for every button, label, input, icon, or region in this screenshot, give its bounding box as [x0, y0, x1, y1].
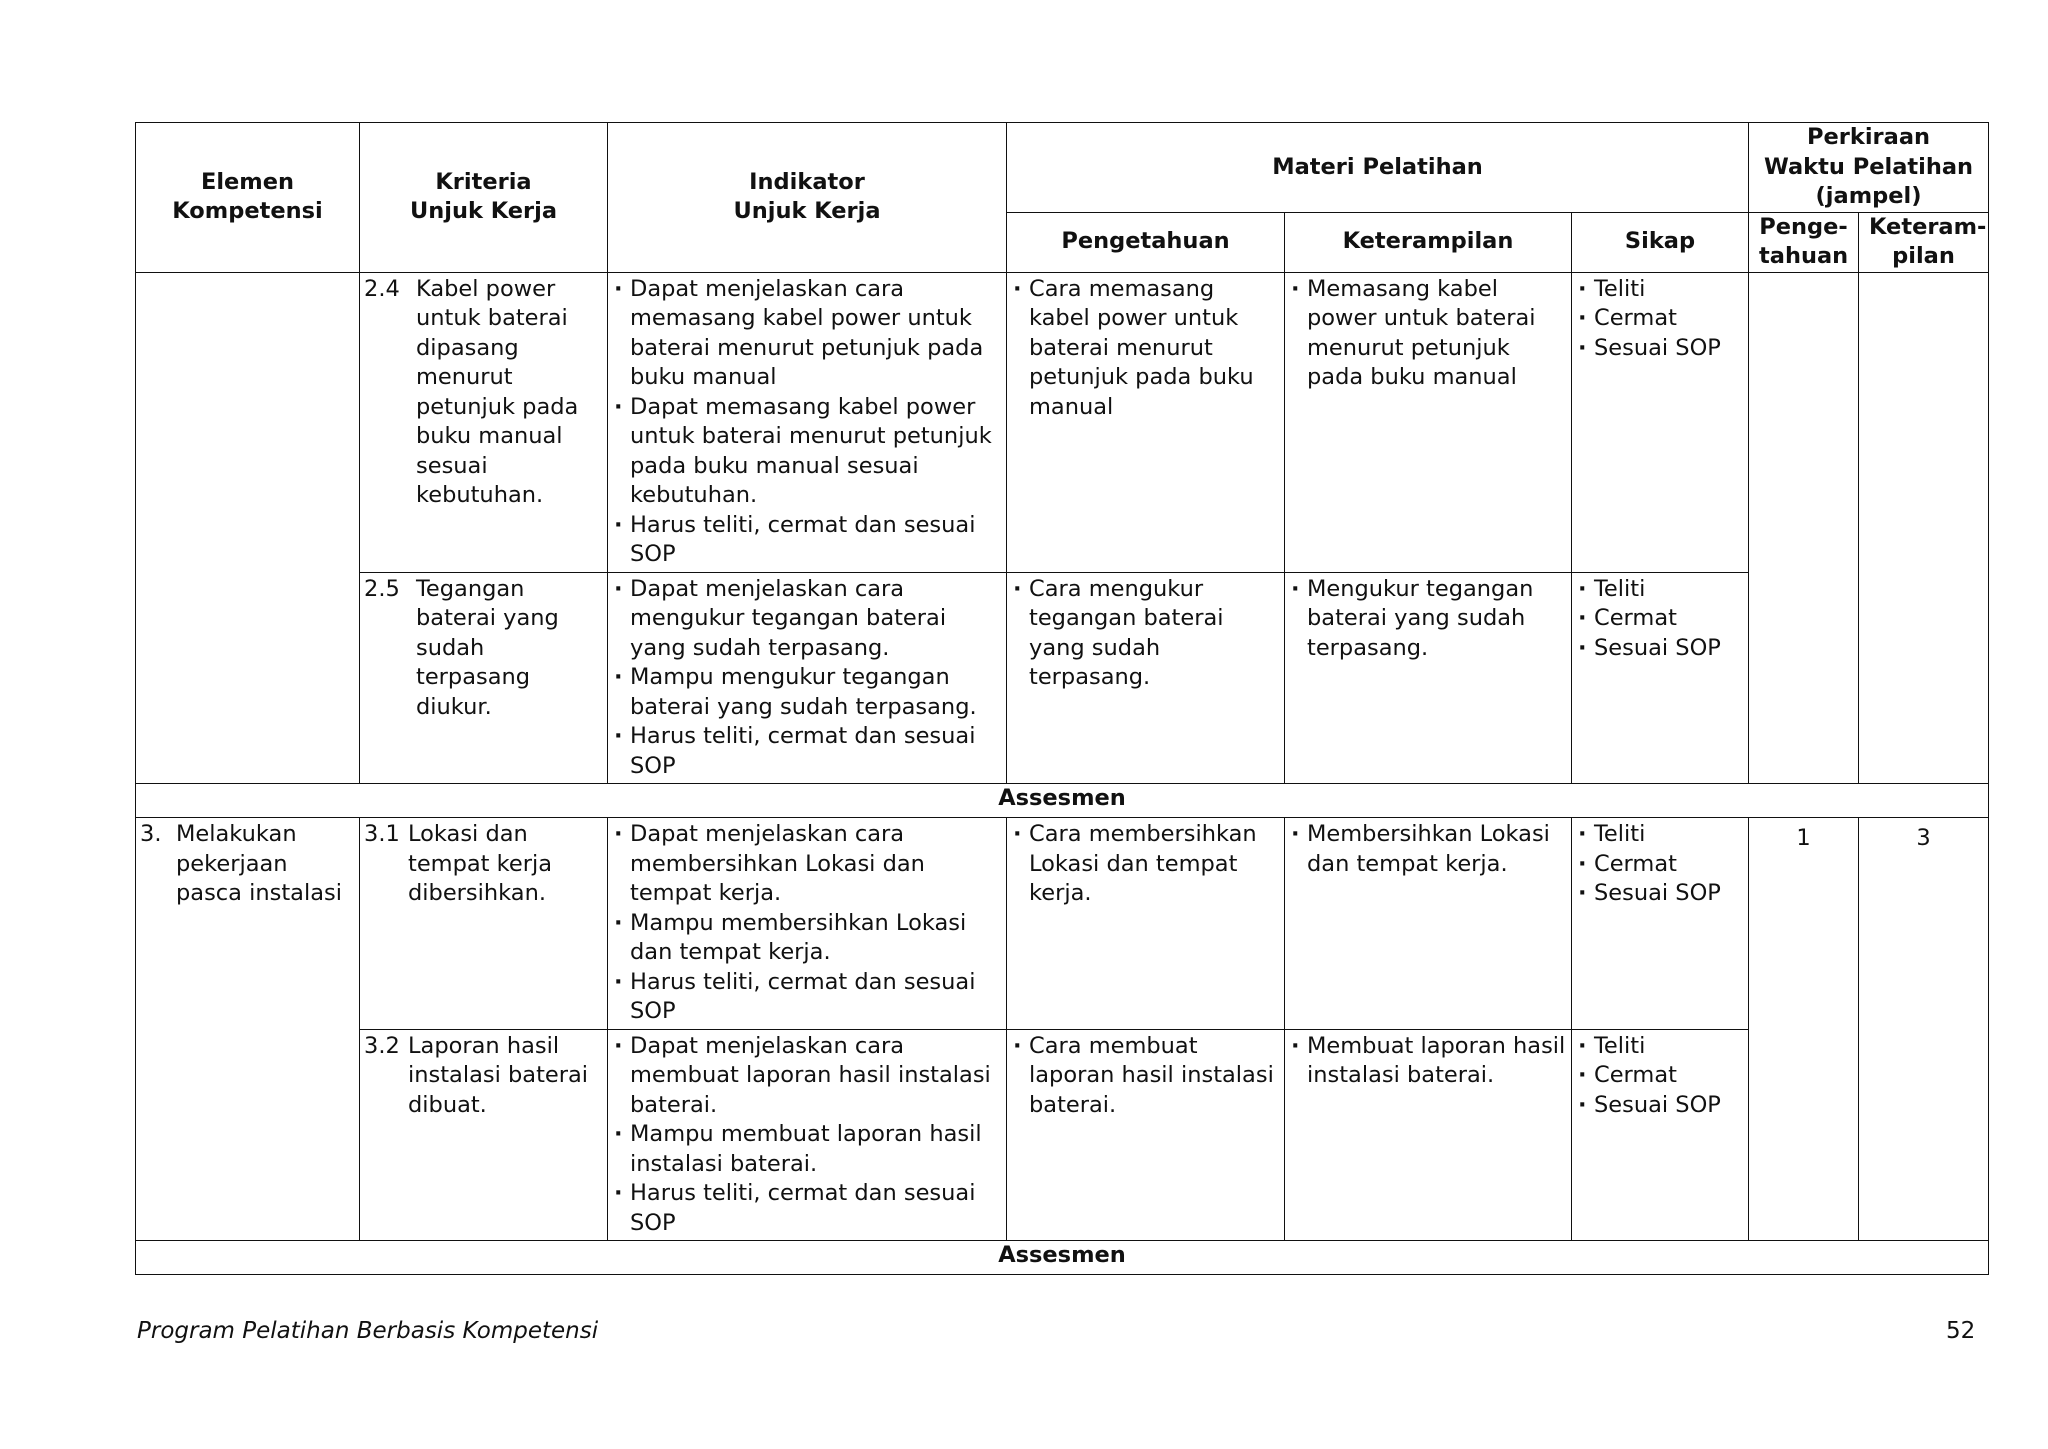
- indikator-cell: [608, 572, 1007, 784]
- list-item: · Mampu mengukur tegangan baterai yang sudah terpasang.: [612, 663, 1002, 722]
- list-item: · Dapat menjelaskan cara membersihkan Lokasi dan tempat kerja.: [612, 820, 1002, 909]
- kuk-text: Laporan hasil instalasi baterai dibuat.: [408, 1032, 589, 1118]
- competency-table: [135, 122, 1989, 1275]
- list-item: · Teliti: [1576, 575, 1744, 605]
- kuk-number: 3.2: [364, 1032, 400, 1059]
- jp-pengetahuan-cell-empty: [1749, 272, 1859, 784]
- sikap-cell: [1572, 572, 1749, 784]
- assesmen-label: Assesmen: [136, 784, 1989, 818]
- sikap-cell: [1572, 272, 1749, 572]
- list-item: · Mampu membuat laporan hasil instalasi baterai.: [612, 1120, 1002, 1179]
- list-item: · Harus teliti, cermat dan sesuai SOP: [612, 511, 1002, 570]
- header-kriteria-line1: Kriteria: [435, 168, 532, 195]
- header-indikator-line2: Unjuk Kerja: [733, 198, 881, 225]
- kuk-cell: [360, 272, 608, 572]
- kuk-text: Lokasi dan tempat kerja dibersihkan.: [408, 821, 552, 906]
- indikator-cell: [608, 272, 1007, 572]
- list-item: · Sesuai SOP: [1576, 334, 1744, 364]
- jp-keterampilan-value: 3: [1859, 818, 1989, 1241]
- footer-title: Program Pelatihan Berbasis Kompetensi: [137, 1318, 599, 1344]
- list-item: · Cara membuat laporan hasil instalasi baterai.: [1011, 1032, 1280, 1121]
- header-indikator: [608, 123, 1007, 273]
- assesmen-row: [136, 1241, 1989, 1275]
- kuk-cell: [360, 572, 608, 784]
- list-item: · Harus teliti, cermat dan sesuai SOP: [612, 1179, 1002, 1238]
- keterampilan-cell: [1285, 572, 1572, 784]
- list-item: · Harus teliti, cermat dan sesuai SOP: [612, 968, 1002, 1027]
- kuk-text: Tegangan baterai yang sudah terpasang diukur.: [416, 575, 559, 720]
- header-pengetahuan: Pengetahuan: [1007, 212, 1285, 272]
- list-item: · Dapat memasang kabel power untuk baterai menurut petunjuk pada buku manual sesuai kebutuhan.: [612, 393, 1002, 511]
- kuk-cell: [360, 1029, 608, 1241]
- kuk-number: 3.1: [364, 821, 400, 847]
- sikap-cell: [1572, 818, 1749, 1030]
- table-row: [136, 572, 1989, 784]
- table-row: [136, 1029, 1989, 1241]
- header-kriteria-line2: Unjuk Kerja: [409, 198, 558, 225]
- kuk-number: 2.5: [364, 575, 400, 602]
- list-item: · Sesuai SOP: [1576, 879, 1744, 909]
- sikap-cell: [1572, 1029, 1749, 1241]
- list-item: · Teliti: [1576, 820, 1744, 850]
- list-item: · Membersihkan Lokasi dan tempat kerja.: [1289, 820, 1567, 879]
- list-item: · Cara memasang kabel power untuk baterai menurut petunjuk pada buku manual: [1011, 275, 1280, 423]
- header-keterampilan: Keterampilan: [1285, 212, 1572, 272]
- page-number: 52: [1946, 1318, 1976, 1344]
- elemen-cell-empty: [136, 272, 360, 784]
- keterampilan-cell: [1285, 1029, 1572, 1241]
- indikator-cell: [608, 1029, 1007, 1241]
- assesmen-row: [136, 784, 1989, 818]
- pengetahuan-cell: [1007, 818, 1285, 1030]
- keterampilan-cell: [1285, 272, 1572, 572]
- list-item: · Dapat menjelaskan cara membuat laporan hasil instalasi baterai.: [612, 1032, 1002, 1121]
- list-item: · Cara membersihkan Lokasi dan tempat kerja.: [1011, 820, 1280, 909]
- list-item: · Cara mengukur tegangan baterai yang sudah terpasang.: [1011, 575, 1280, 693]
- list-item: · Dapat menjelaskan cara mengukur tegangan baterai yang sudah terpasang.: [612, 575, 1002, 664]
- pengetahuan-cell: [1007, 572, 1285, 784]
- header-materi: Materi Pelatihan: [1007, 123, 1749, 213]
- elemen-text: Melakukan pekerjaan pasca instalasi: [176, 821, 342, 906]
- kuk-cell: [360, 818, 608, 1030]
- list-item: · Memasang kabel power untuk baterai menurut petunjuk pada buku manual: [1289, 275, 1567, 393]
- list-item: · Mampu membersihkan Lokasi dan tempat kerja.: [612, 909, 1002, 968]
- header-jp-pengetahuan: Penge-tahuan: [1749, 212, 1859, 272]
- list-item: · Dapat menjelaskan cara memasang kabel power untuk baterai menurut petunjuk pada buku manual: [612, 275, 1002, 393]
- kuk-text: Kabel power untuk baterai dipasang menurut petunjuk pada buku manual sesuai kebutuhan.: [416, 275, 579, 508]
- keterampilan-cell: [1285, 818, 1572, 1030]
- jp-keterampilan-cell-empty: [1859, 272, 1989, 784]
- header-sikap: Sikap: [1572, 212, 1749, 272]
- list-item: · Cermat: [1576, 1061, 1744, 1091]
- list-item: · Teliti: [1576, 1032, 1744, 1062]
- pengetahuan-cell: [1007, 272, 1285, 572]
- list-item: · Sesuai SOP: [1576, 634, 1744, 664]
- list-item: · Sesuai SOP: [1576, 1091, 1744, 1121]
- header-elemen: Elemen Kompetensi: [136, 123, 360, 273]
- list-item: · Harus teliti, cermat dan sesuai SOP: [612, 722, 1002, 781]
- elemen-number: 3.: [140, 821, 162, 847]
- table-row: [136, 818, 1989, 1030]
- list-item: · Teliti: [1576, 275, 1744, 305]
- jp-pengetahuan-value: 1: [1749, 818, 1859, 1241]
- header-waktu: Perkiraan Waktu Pelatihan (jampel): [1749, 123, 1989, 213]
- table-row: [136, 272, 1989, 572]
- list-item: · Mengukur tegangan baterai yang sudah terpasang.: [1289, 575, 1567, 664]
- list-item: · Cermat: [1576, 604, 1744, 634]
- assesmen-label: Assesmen: [136, 1241, 1989, 1275]
- elemen-cell: [136, 818, 360, 1241]
- header-indikator-line1: Indikator: [749, 168, 865, 195]
- header-kriteria: [360, 123, 608, 273]
- list-item: · Cermat: [1576, 850, 1744, 880]
- pengetahuan-cell: [1007, 1029, 1285, 1241]
- header-jp-keterampilan: Keteram-pilan: [1859, 212, 1989, 272]
- kuk-number: 2.4: [364, 275, 400, 302]
- list-item: · Cermat: [1576, 304, 1744, 334]
- indikator-cell: [608, 818, 1007, 1030]
- list-item: · Membuat laporan hasil instalasi baterai.: [1289, 1032, 1567, 1091]
